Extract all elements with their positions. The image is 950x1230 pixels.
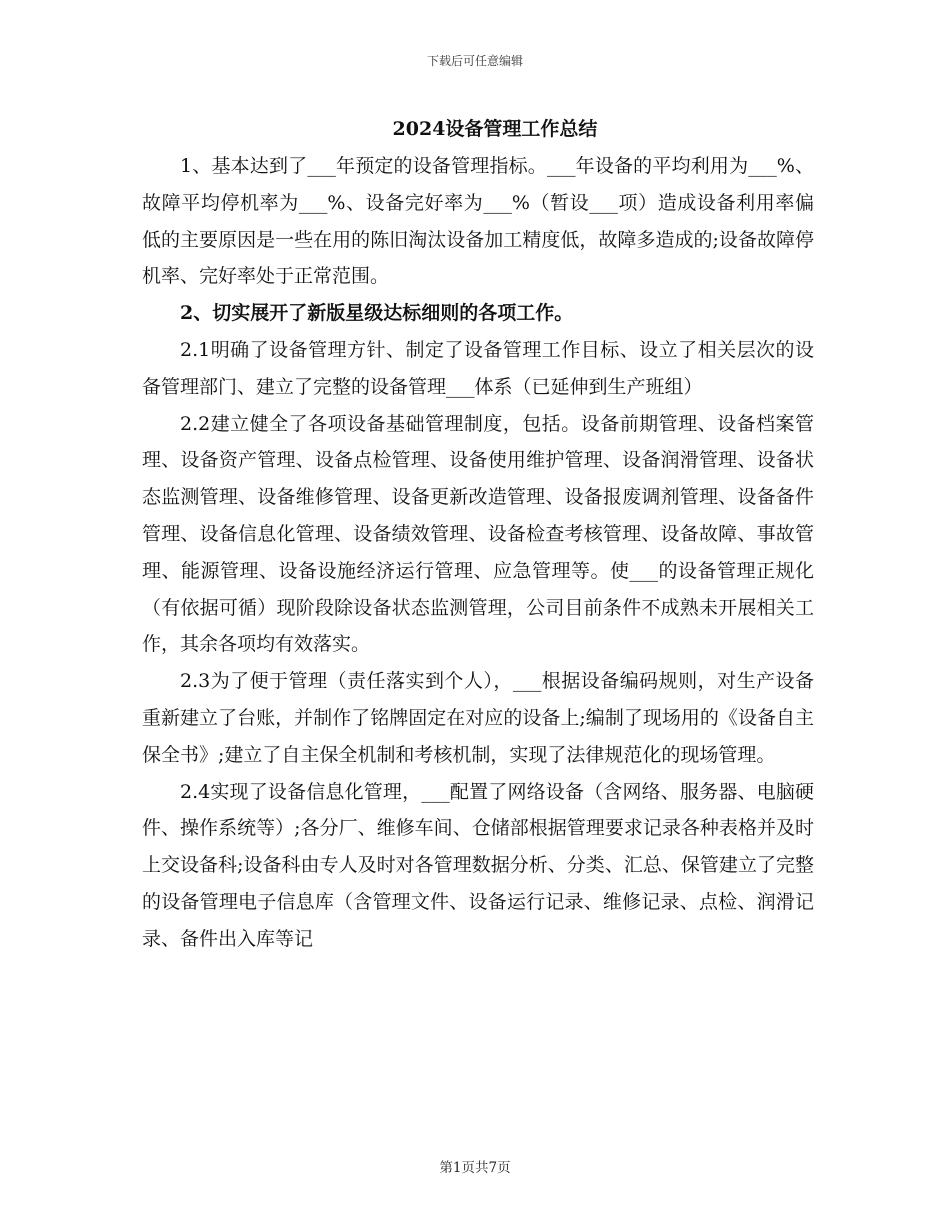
document-body [142, 148, 814, 958]
paragraph-2-heading: 2、切实展开了新版星级达标细则的各项工作。 [180, 302, 574, 325]
paragraph-2-1: 2.1明确了设备管理方针、制定了设备管理工作目标、设立了相关层次的设备管理部门、建立了完整的设备管理___体系（已延伸到生产班组） [142, 338, 814, 398]
header-note: 下载后可任意编辑 [426, 54, 523, 68]
page-indicator: 第1页共7页 [439, 1160, 511, 1176]
paragraph-2-2: 2.2建立健全了各项设备基础管理制度，包括。设备前期管理、设备档案管理、设备资产管理、设备点检管理、设备使用维护管理、设备润滑管理、设备状态监测管理、设备维修管理、设备更新改造管理、设备报废调剂管理、设备备件管理、设备信息化管理、设备绩效管理、设备检查考核管理、设备故障、事故管理、能源管理、设备设施经济运行管理、应急管理等。使___的设备管理正规化（有依据可循）现阶段除设备状态监测管理，公司目前条件不成熟未开展相关工作，其余各项均有效落实。 [142, 412, 814, 656]
document-title: 2024设备管理工作总结 [392, 118, 598, 140]
paragraph-2-4: 2.4实现了设备信息化管理，___配置了网络设备（含网络、服务器、电脑硬件、操作系统等）;各分厂、维修车间、仓储部根据管理要求记录各种表格并及时上交设备科;设备科由专人及时对各管理数据分析、分类、汇总、保管建立了完整的设备管理电子信息库（含管理文件、设备运行记录、维修记录、点检、润滑记录、备件出入库等记 [142, 780, 814, 950]
paragraph-2-3: 2.3为了便于管理（责任落实到个人），___根据设备编码规则，对生产设备重新建立了台账，并制作了铭牌固定在对应的设备上;编制了现场用的《设备自主保全书》;建立了自主保全机制和考核机制，实现了法律规范化的现场管理。 [142, 670, 814, 766]
paragraph-1: 1、基本达到了___年预定的设备管理指标。___年设备的平均利用为___%、故障平均停机率为___%、设备完好率为___%（暂设___项）造成设备利用率偏低的主要原因是一些在用的陈旧淘汰设备加工精度低，故障多造成的;设备故障停机率、完好率处于正常范围。 [142, 155, 814, 288]
